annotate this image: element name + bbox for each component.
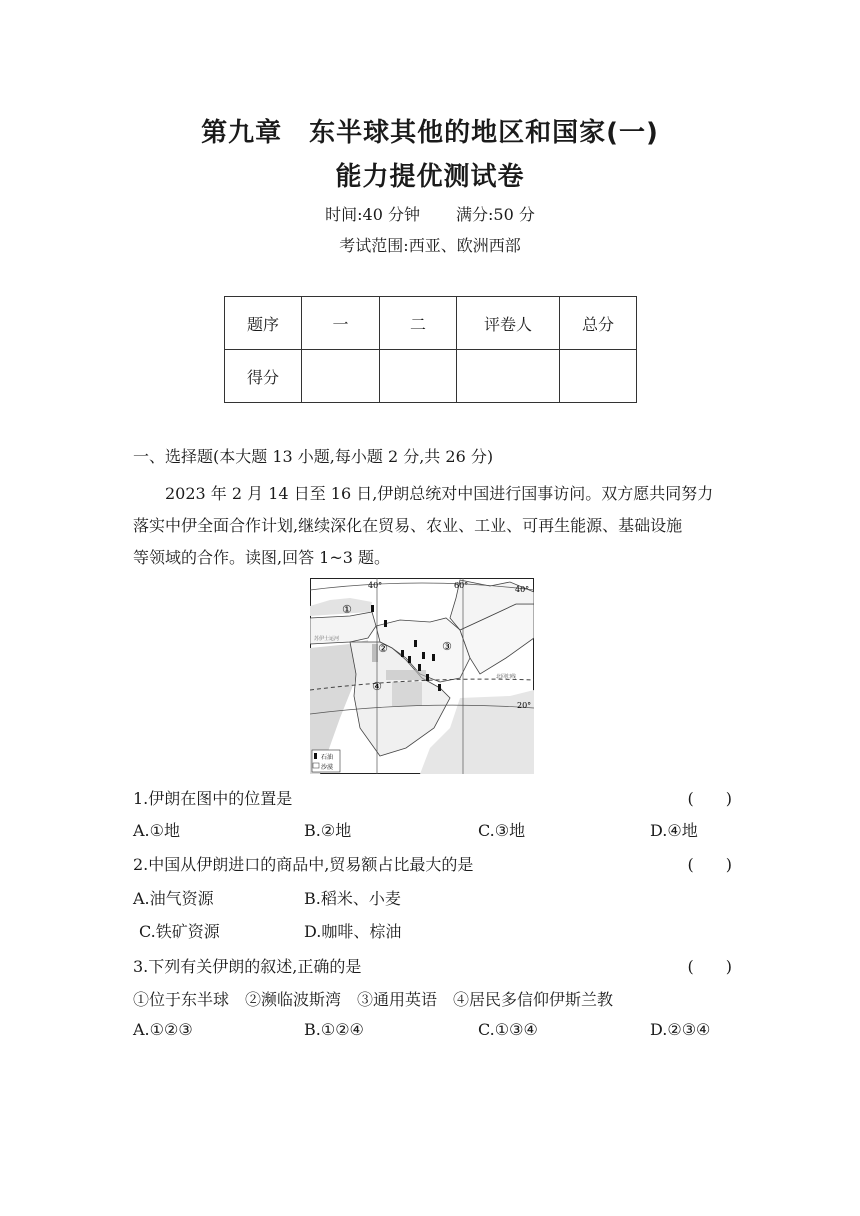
exam-scope: 考试范围:西亚、欧洲西部 <box>339 236 521 255</box>
oil-icon <box>422 652 425 659</box>
score-cell[interactable] <box>560 350 637 403</box>
answer-bracket-1[interactable]: ( ) <box>687 789 732 808</box>
passage <box>133 478 733 510</box>
q2-option-d[interactable]: D.咖啡、棕油 <box>304 922 402 941</box>
q2-option-c[interactable]: C.铁矿资源 <box>139 922 220 941</box>
q2-option-b[interactable]: B.稻米、小麦 <box>304 889 401 908</box>
score-header-cell: 题序 <box>225 297 302 350</box>
marker-4: ④ <box>372 680 382 693</box>
oil-icon <box>384 620 387 627</box>
lat-label-20: 20° <box>517 701 532 710</box>
legend-oil: 石油 <box>321 754 334 761</box>
legend-desert: 沙漠 <box>321 764 334 771</box>
full-score: 满分:50 分 <box>456 205 535 224</box>
oil-icon <box>438 684 441 691</box>
oil-icon <box>408 656 411 663</box>
oil-icon <box>432 654 435 661</box>
q2-option-a[interactable]: A.油气资源 <box>133 889 214 908</box>
desert-legend-icon <box>313 763 319 768</box>
score-cell[interactable] <box>457 350 560 403</box>
canal-label: 苏伊士运河 <box>314 636 340 642</box>
score-header-cell: 总分 <box>560 297 637 350</box>
passage-line: 2023 年 2 月 14 日至 16 日,伊朗总统对中国进行国事访问。双方愿共同努力 <box>165 484 714 503</box>
score-header-cell: 一 <box>302 297 380 350</box>
time-limit: 时间:40 分钟 <box>325 205 420 224</box>
q1-option-d[interactable]: D.④地 <box>650 821 698 840</box>
q3-option-a[interactable]: A.①②③ <box>133 1020 193 1039</box>
score-table <box>224 296 637 403</box>
oil-icon <box>418 664 421 671</box>
q3-option-d[interactable]: D.②③④ <box>650 1020 711 1039</box>
section-title: 一、选择题(本大题 13 小题,每小题 2 分,共 26 分) <box>133 447 494 466</box>
oil-icon <box>371 605 374 612</box>
q3-option-b[interactable]: B.①②④ <box>304 1020 364 1039</box>
question-2-stem: 2.中国从伊朗进口的商品中,贸易额占比最大的是 <box>133 855 474 874</box>
tropic-label: 北回归线 <box>496 674 517 680</box>
lat-label-40: 40° <box>515 585 530 594</box>
score-cell[interactable] <box>302 350 380 403</box>
answer-bracket-2[interactable]: ( ) <box>687 855 732 874</box>
score-cell[interactable] <box>380 350 457 403</box>
lon-label-40: 40° <box>368 581 383 590</box>
map-legend <box>312 750 340 772</box>
question-3-stem: 3.下列有关伊朗的叙述,正确的是 <box>133 957 362 976</box>
q3-option-c[interactable]: C.①③④ <box>478 1020 538 1039</box>
marker-3: ③ <box>442 640 452 653</box>
exam-meta <box>0 202 860 225</box>
test-title: 能力提优测试卷 <box>335 162 525 192</box>
passage-line: 等领域的合作。读图,回答 1~3 题。 <box>133 548 391 567</box>
marker-1: ① <box>342 603 352 616</box>
q3-statements: ①位于东半球 ②濒临波斯湾 ③通用英语 ④居民多信仰伊斯兰教 <box>133 990 614 1009</box>
oil-icon <box>414 640 417 647</box>
question-1-stem: 1.伊朗在图中的位置是 <box>133 789 293 808</box>
answer-bracket-3[interactable]: ( ) <box>687 957 732 976</box>
oil-icon <box>401 650 404 657</box>
q1-option-c[interactable]: C.③地 <box>478 821 526 840</box>
oil-legend-icon <box>314 753 317 759</box>
score-table-header-row <box>225 297 637 350</box>
chapter-title: 第九章 东半球其他的地区和国家(一) <box>201 118 659 148</box>
west-asia-map <box>310 578 534 774</box>
oil-icon <box>426 674 429 681</box>
score-header-cell: 评卷人 <box>457 297 560 350</box>
score-header-cell: 二 <box>380 297 457 350</box>
score-row-label: 得分 <box>225 350 302 403</box>
passage-line: 落实中伊全面合作计划,继续深化在贸易、农业、工业、可再生能源、基础设施 <box>133 516 683 535</box>
lon-label-60: 60° <box>454 581 469 590</box>
q1-option-b[interactable]: B.②地 <box>304 821 352 840</box>
marker-2: ② <box>378 642 388 655</box>
score-table-score-row <box>225 350 637 403</box>
q1-option-a[interactable]: A.①地 <box>133 821 180 840</box>
